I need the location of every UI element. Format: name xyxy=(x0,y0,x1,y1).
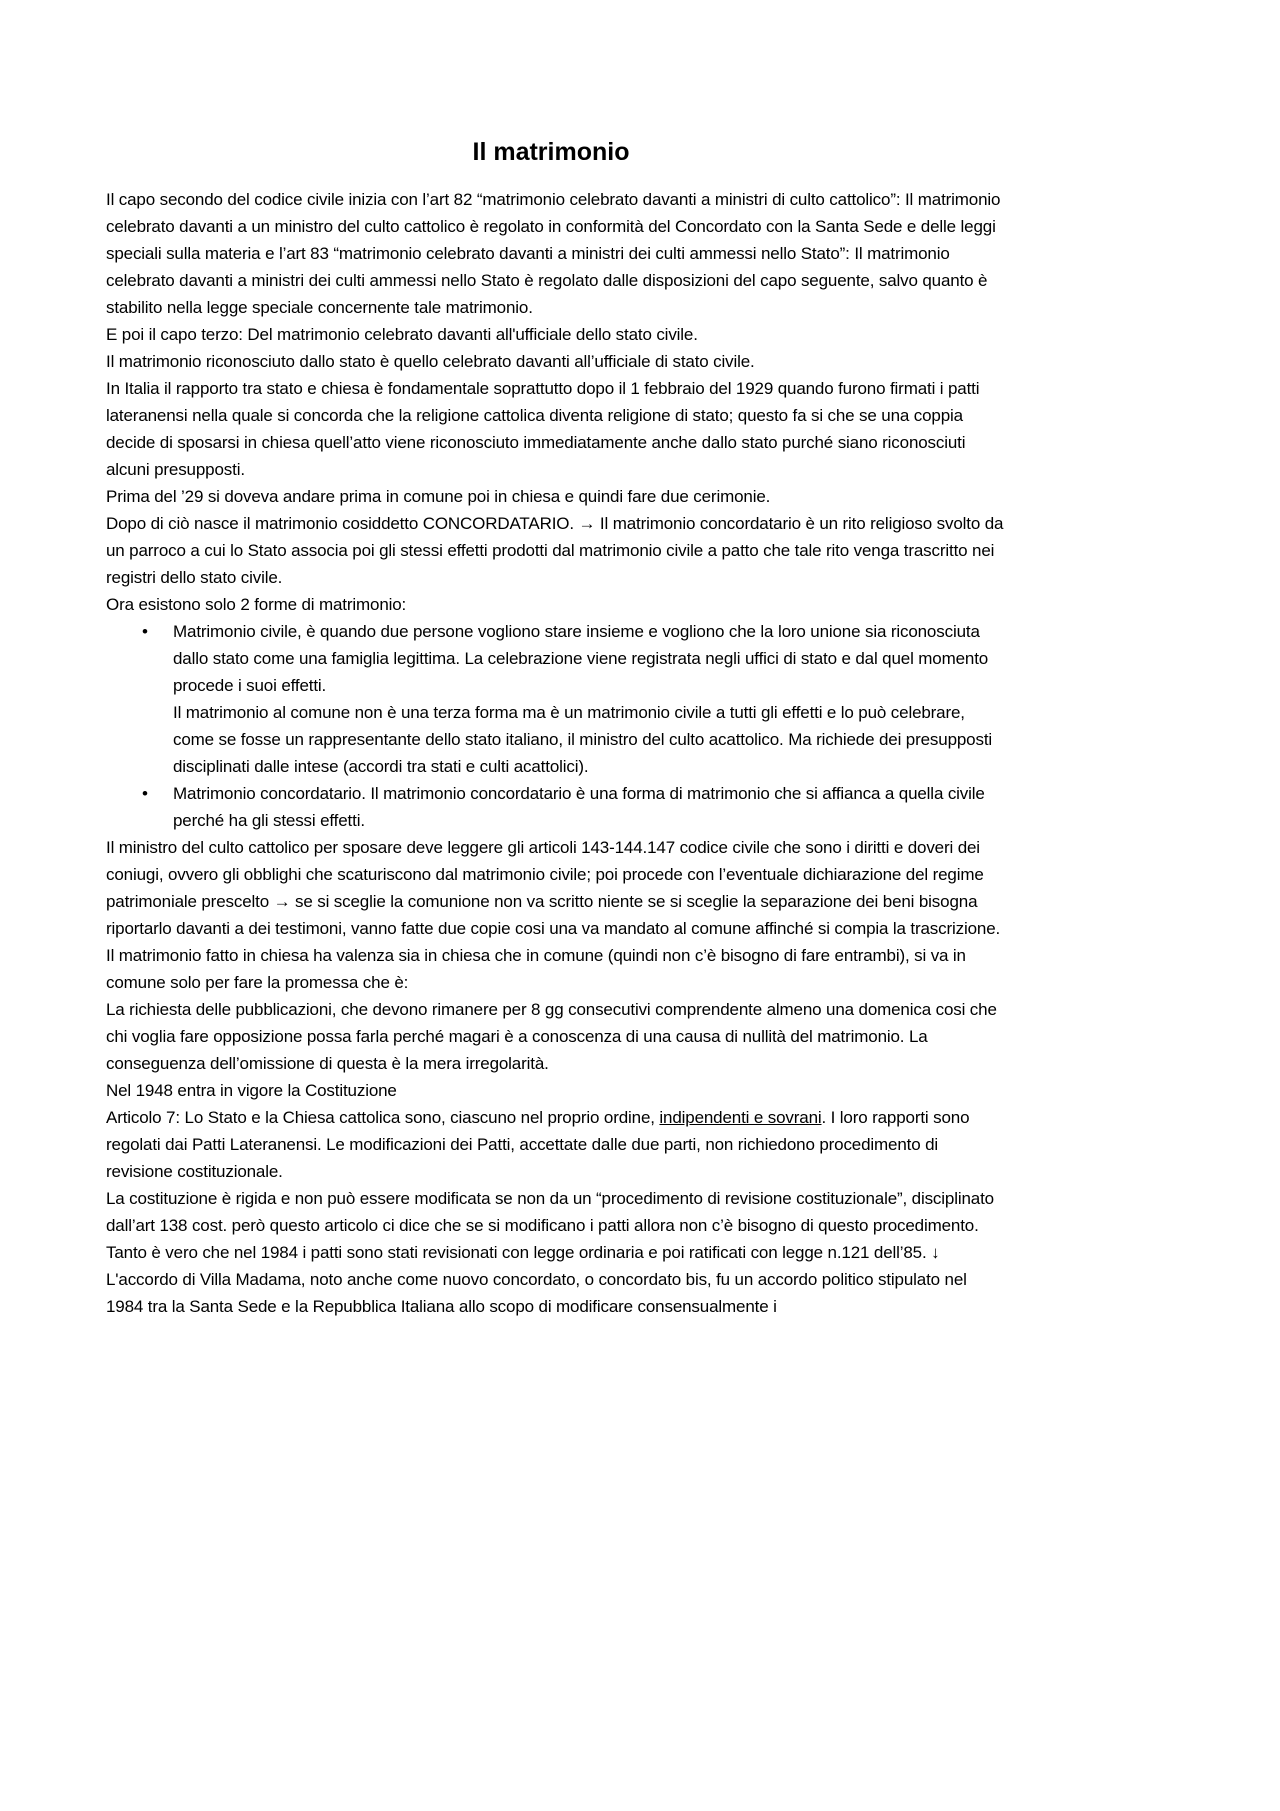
paragraph: Il capo secondo del codice civile inizia con l’art 82 “matrimonio celebrato davanti a ministri di culto cattolico”: Il matrimonio celebrato davanti a un ministro del culto cattolico è regolato in conformità del Concordato con la Santa Sede e delle leggi speciali sulla materia e l’art 83 “matrimonio celebrato davanti a ministri dei culti ammessi nello Stato”: Il matrimonio celebrato davanti a ministri dei culti ammessi nello Stato è regolato dalle disposizioni del capo seguente, salvo quanto è stabilito nella legge speciale concernente tale matrimonio. xyxy=(106,190,1001,317)
underlined-text: indipendenti e sovrani xyxy=(659,1108,822,1127)
paragraph: La richiesta delle pubblicazioni, che devono rimanere per 8 gg consecutivi comprendente almeno una domenica cosi che chi voglia fare opposizione possa farla perché magari è a conoscenza di una causa di nullità del matrimonio. La conseguenza dell’omissione di questa è la mera irregolarità. xyxy=(106,1000,997,1073)
paragraph: Nel 1948 entra in vigore la Costituzione xyxy=(106,1081,397,1100)
paragraph: L'accordo di Villa Madama, noto anche come nuovo concordato, o concordato bis, fu un accordo politico stipulato nel 1984 tra la Santa Sede e la Repubblica Italiana allo scopo di modificare consensualmente i xyxy=(106,1270,967,1316)
paragraph: Il ministro del culto cattolico per sposare deve leggere gli articoli 143-144.147 codice civile che sono i diritti e doveri dei coniugi, ovvero gli obblighi che scaturiscono dal matrimonio civile; poi procede con l’eventuale dichiarazione del regime patrimoniale prescelto → se si sceglie la comunione non va scritto niente se si sceglie la separazione dei beni bisogna riportarlo davanti a dei testimoni, vanno fatte due copie cosi una va mandato al comune affinché si compia la trascrizione. xyxy=(106,838,1001,938)
paragraph: Prima del ’29 si doveva andare prima in comune poi in chiesa e quindi fare due cerimonie. xyxy=(106,487,771,506)
paragraph: In Italia il rapporto tra stato e chiesa è fondamentale soprattutto dopo il 1 febbraio del 1929 quando furono firmati i patti lateranensi nella quale si concorda che la religione cattolica diventa religione di stato; questo fa si che se una coppia decide di sposarsi in chiesa quell’atto viene riconosciuto immediatamente anche dallo stato purché siano riconosciuti alcuni presupposti. xyxy=(106,379,980,479)
paragraph: Dopo di ciò nasce il matrimonio cosiddetto CONCORDATARIO. → Il matrimonio concordatario è un rito religioso svolto da un parroco a cui lo Stato associa poi gli stessi effetti prodotti dal matrimonio civile a patto che tale rito venga trascritto nei registri dello stato civile. xyxy=(106,514,1004,587)
paragraph: La costituzione è rigida e non può essere modificata se non da un “procedimento di revisione costituzionale”, disciplinato dall’art 138 cost. però questo articolo ci dice che se si modificano i patti allora non c’è bisogno di questo procedimento. xyxy=(106,1189,994,1235)
paragraph: E poi il capo terzo: Del matrimonio celebrato davanti all'ufficiale dello stato civile. xyxy=(106,325,698,344)
paragraph: Tanto è vero che nel 1984 i patti sono stati revisionati con legge ordinaria e poi ratificati con legge n.121 dell’85. ↓ xyxy=(106,1243,940,1262)
list-item-text: Matrimonio concordatario. Il matrimonio concordatario è una forma di matrimonio che si affianca a quella civile perché ha gli stessi effetti. xyxy=(173,784,985,830)
paragraph: Il matrimonio fatto in chiesa ha valenza sia in chiesa che in comune (quindi non c’è bisogno di fare entrambi), si va in comune solo per fare la promessa che è: xyxy=(106,946,966,992)
text-run: Articolo 7: Lo Stato e la Chiesa cattolica sono, ciascuno nel proprio ordine, xyxy=(106,1108,660,1127)
bullet-list xyxy=(106,618,1006,834)
list-item xyxy=(106,780,1006,834)
list-item-text: Matrimonio civile, è quando due persone vogliono stare insieme e vogliono che la loro unione sia riconosciuta dallo stato come una famiglia legittima. La celebrazione viene registrata negli uffici di stato e dal quel momento procede i suoi effetti. xyxy=(173,622,989,695)
paragraph-article-7 xyxy=(106,1104,1006,1185)
list-item xyxy=(106,618,1006,780)
paragraph: Il matrimonio riconosciuto dallo stato è quello celebrato davanti all’ufficiale di stato civile. xyxy=(106,352,755,371)
bullet-icon: • xyxy=(142,622,148,641)
list-item-text: Il matrimonio al comune non è una terza forma ma è un matrimonio civile a tutti gli effetti e lo può celebrare, come se fosse un rappresentante dello stato italiano, il ministro del culto acattolico. Ma richiede dei presupposti disciplinati dalle intese (accordi tra stati e culti acattolici). xyxy=(173,703,993,776)
document-body xyxy=(106,186,1006,1320)
paragraph: Ora esistono solo 2 forme di matrimonio: xyxy=(106,595,407,614)
document-title: Il matrimonio xyxy=(472,138,630,166)
text-run: . I loro rapporti sono regolati dai Patti Lateranensi. Le modificazioni dei Patti, accettate dalle due parti, non richiedono procedimento di revisione costituzionale. xyxy=(106,1108,970,1181)
bullet-icon: • xyxy=(142,784,148,803)
